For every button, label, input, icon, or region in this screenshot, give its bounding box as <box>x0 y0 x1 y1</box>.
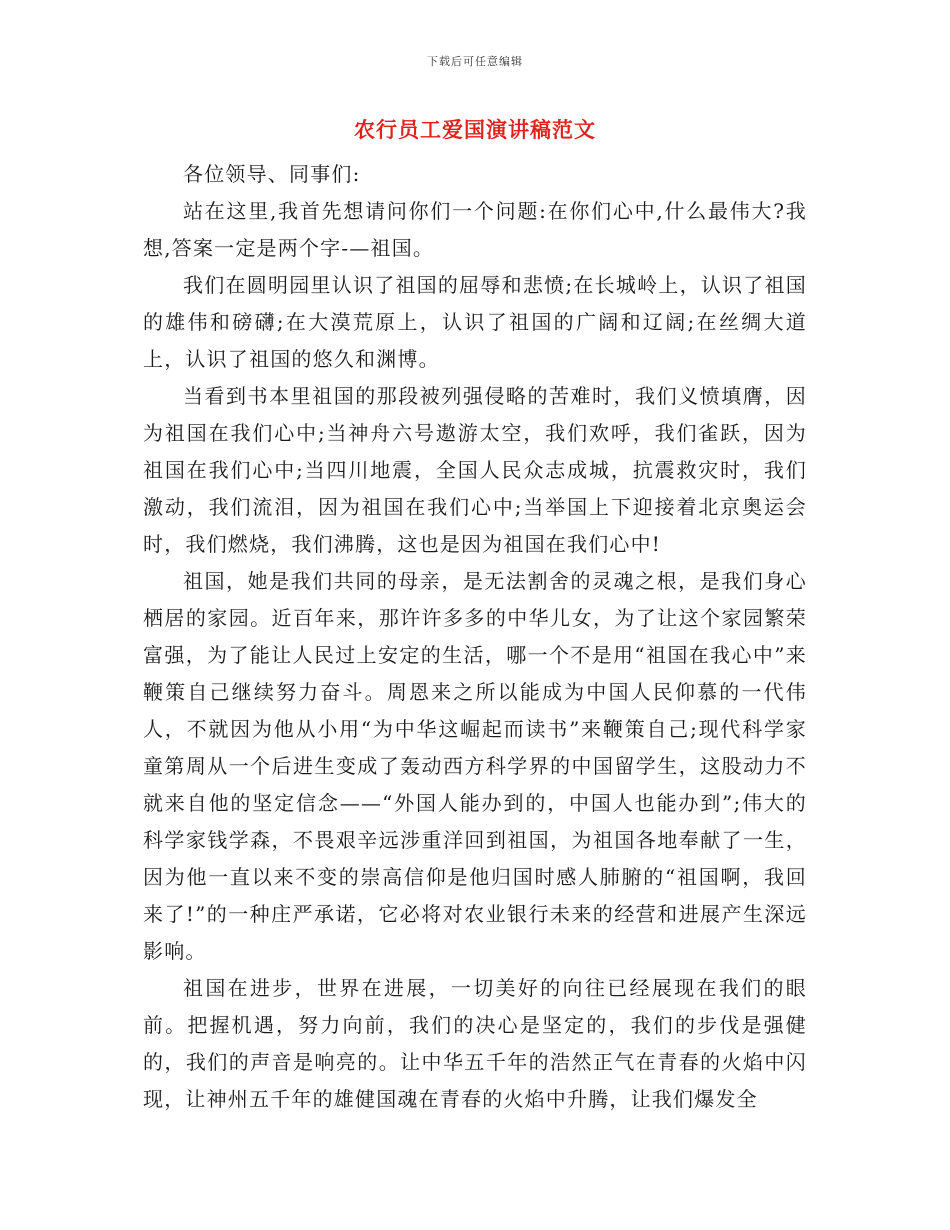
document-body <box>143 156 807 1118</box>
paragraph: 祖国，她是我们共同的母亲，是无法割舍的灵魂之根，是我们身心栖居的家园。近百年来，那许许多多的中华儿女，为了让这个家园繁荣富强，为了能让人民过上安定的生活，哪一个不是用“祖国在我心中”来鞭策自己继续努力奋斗。周恩来之所以能成为中国人民仰慕的一代伟人，不就因为他从小用“为中华这崛起而读书”来鞭策自己;现代科学家童第周从一个后进生变成了轰动西方科学界的中国留学生，这股动力不就来自他的坚定信念——“外国人能办到的，中国人也能办到”;伟大的科学家钱学森，不畏艰辛远涉重洋回到祖国，为祖国各地奉献了一生，因为他一直以来不变的崇高信仰是他归国时感人肺腑的“祖国啊，我回来了!”的一种庄严承诺，它必将对农业银行未来的经营和进展产生深远影响。 <box>143 569 807 963</box>
paragraph: 当看到书本里祖国的那段被列强侵略的苦难时，我们义愤填膺，因为祖国在我们心中;当神舟六号遨游太空，我们欢呼，我们雀跃，因为祖国在我们心中;当四川地震，全国人民众志成城，抗震救灾时，我们激动，我们流泪，因为祖国在我们心中;当举国上下迎接着北京奥运会时，我们燃烧，我们沸腾，这也是因为祖国在我们心中! <box>143 384 807 556</box>
paragraph: 站在这里,我首先想请问你们一个问题:在你们心中,什么最伟大?我想,答案一定是两个字-—祖国。 <box>143 199 807 260</box>
paragraph: 我们在圆明园里认识了祖国的屈辱和悲愤;在长城岭上，认识了祖国的雄伟和磅礴;在大漠荒原上，认识了祖国的广阔和辽阔;在丝绸大道上，认识了祖国的悠久和渊博。 <box>143 273 807 371</box>
header-note: 下载后可任意编辑 <box>427 55 523 68</box>
paragraph: 祖国在进步，世界在进展，一切美好的向往已经展现在我们的眼前。把握机遇，努力向前，我们的决心是坚定的，我们的步伐是强健的，我们的声音是响亮的。让中华五千年的浩然正气在青春的火焰中闪现，让神州五千年的雄健国魂在青春的火焰中升腾，让我们爆发全 <box>143 976 807 1111</box>
greeting: 各位领导、同事们: <box>183 162 361 186</box>
document-title: 农行员工爱国演讲稿范文 <box>354 117 596 142</box>
